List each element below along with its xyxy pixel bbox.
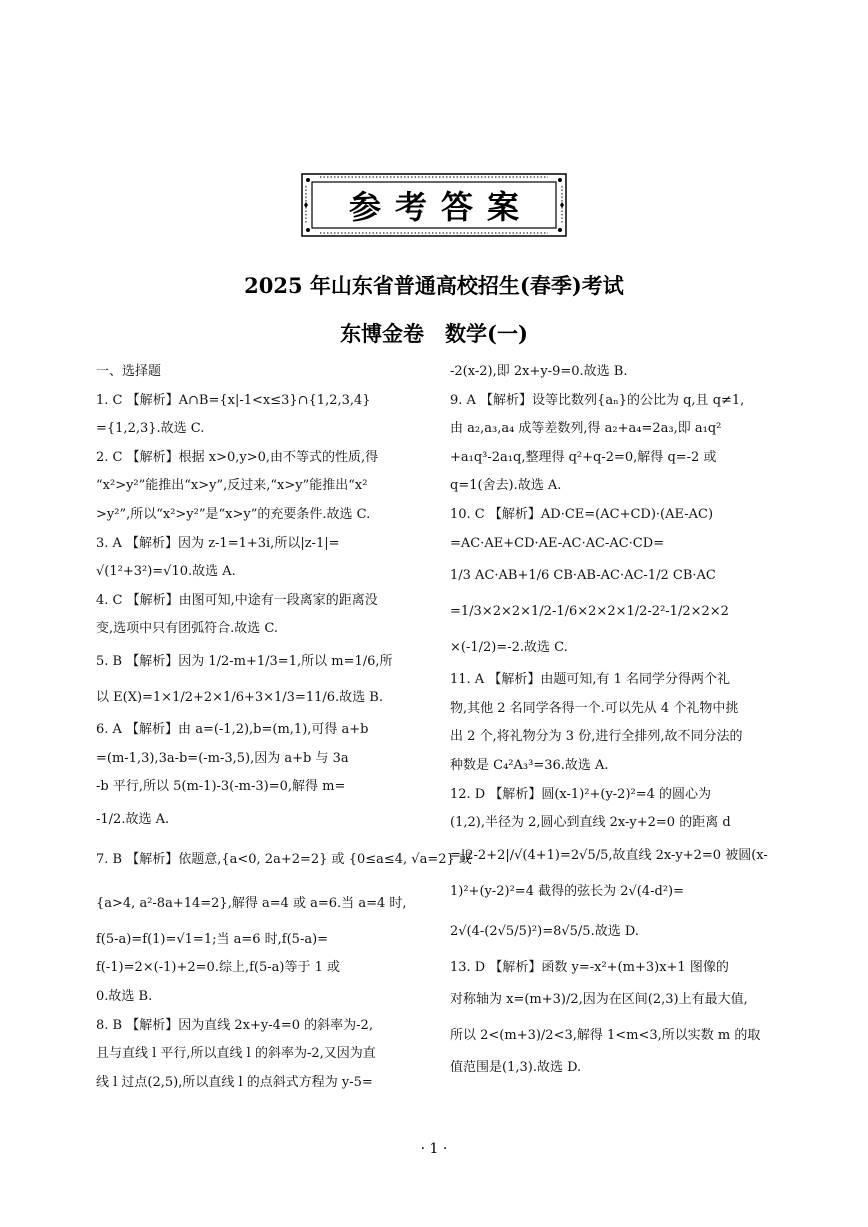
paper-title: 东博金卷 数学(一) [340,321,528,346]
text-line: 12. D 【解析】圆(x-1)²+(y-2)²=4 的圆心为 [450,786,712,802]
text-line: 线 l 过点(2,5),所以直线 l 的点斜式方程为 y-5= [96,1074,373,1090]
text-line: 所以 2<(m+3)/2<3,解得 1<m<3,所以实数 m 的取 [450,1028,761,1044]
text-line: 10. C 【解析】AD·CE=(AC+CD)·(AE-AC) [450,506,714,522]
text-line: =(m-1,3),3a-b=(-m-3,5),因为 a+b 与 3a [96,750,349,766]
text-line: 对称轴为 x=(m+3)/2,因为在区间(2,3)上有最大值, [450,992,748,1008]
text-line: {a>4, a²-8a+14=2},解得 a=4 或 a=6.当 a=4 时, [96,895,407,911]
text-line: 4. C 【解析】由图可知,中途有一段离家的距离没 [96,592,378,608]
text-line: =AC·AE+CD·AE-AC·AC-AC·CD= [450,535,665,551]
text-line: 种数是 C₄²A₃³=36.故选 A. [450,757,609,773]
text-line: -2(x-2),即 2x+y-9=0.故选 B. [450,364,628,379]
text-line: +a₁q³-2a₁q,整理得 q²+q-2=0,解得 q=-2 或 [450,449,717,465]
text-line: 值范围是(1,3).故选 D. [450,1060,582,1076]
text-line: >y²”,所以“x²>y²”是“x>y”的充要条件.故选 C. [96,506,371,522]
text-line: 1. C 【解析】A∩B={x|-1<x≤3}∩{1,2,3,4} [96,392,371,408]
page-number: · 1 · [420,1141,448,1157]
text-line: 0.故选 B. [96,988,153,1004]
exam-title: 2025 年山东省普通高校招生(春季)考试 [244,273,624,298]
text-line: 物,其他 2 名同学各得一个.可以先从 4 个礼物中挑 [450,700,739,716]
text-line: 2. C 【解析】根据 x>0,y>0,由不等式的性质,得 [96,449,379,465]
text-line: 2√(4-(2√5/5)²)=8√5/5.故选 D. [450,923,639,939]
text-line: =|2-2+2|/√(4+1)=2√5/5,故直线 2x-y+2=0 被圆(x- [450,847,768,863]
text-line: f(-1)=2×(-1)+2=0.综上,f(5-a)等于 1 或 [96,960,340,976]
answer-key-badge [300,172,568,238]
text-line: 变,选项中只有团弧符合.故选 C. [96,621,279,637]
text-line: 3. A 【解析】因为 z-1=1+3i,所以|z-1|= [96,535,340,551]
text-line: 8. B 【解析】因为直线 2x+y-4=0 的斜率为-2, [96,1017,373,1033]
text-line: ×(-1/2)=-2.故选 C. [450,640,568,656]
left-column [96,358,472,1097]
text-line: 11. A 【解析】由题可知,有 1 名同学分得两个礼 [450,672,730,688]
text-line: -1/2.故选 A. [96,811,170,827]
badge-title: 参考答案 [348,188,533,226]
right-column [450,358,772,1083]
text-line: f(5-a)=f(1)=√1=1;当 a=6 时,f(5-a)= [96,931,329,947]
text-line: (1,2),半径为 2,圆心到直线 2x-y+2=0 的距离 d [450,815,731,831]
text-line: -b 平行,所以 5(m-1)-3(-m-3)=0,解得 m= [96,779,346,795]
text-line: 6. A 【解析】由 a=(-1,2),b=(m,1),可得 a+b [96,721,369,737]
text-line: q=1(舍去).故选 A. [450,478,562,494]
text-line: 9. A 【解析】设等比数列{aₙ}的公比为 q,且 q≠1, [450,392,745,408]
text-line: 以 E(X)=1×1/2+2×1/6+3×1/3=11/6.故选 B. [96,689,383,705]
text-line: “x²>y²”能推出“x>y”,反过来,“x>y”能推出“x² [96,478,368,494]
text-line: 出 2 个,将礼物分为 3 份,进行全排列,故不同分法的 [450,729,743,745]
text-line: =1/3×2×2×1/2-1/6×2×2×1/2-2²-1/2×2×2 [450,604,729,620]
text-line: 由 a₂,a₃,a₄ 成等差数列,得 a₂+a₄=2a₃,即 a₁q² [450,421,722,437]
text-line: 7. B 【解析】依题意,{a<0, 2a+2=2} 或 {0≤a≤4, √a=2} 或 [96,851,472,867]
text-line: 5. B 【解析】因为 1/2-m+1/3=1,所以 m=1/6,所 [96,653,393,669]
text-line: 1)²+(y-2)²=4 截得的弦长为 2√(4-d²)= [450,883,685,899]
text-line: 且与直线 l 平行,所以直线 l 的斜率为-2,又因为直 [96,1046,376,1062]
section-heading: 一、选择题 [96,364,162,379]
text-line: √(1²+3²)=√10.故选 A. [96,564,236,580]
text-line: 1/3 AC·AB+1/6 CB·AB-AC·AC-1/2 CB·AC [450,568,716,584]
text-line: 13. D 【解析】函数 y=-x²+(m+3)x+1 图像的 [450,959,729,975]
text-line: ={1,2,3}.故选 C. [96,421,205,437]
